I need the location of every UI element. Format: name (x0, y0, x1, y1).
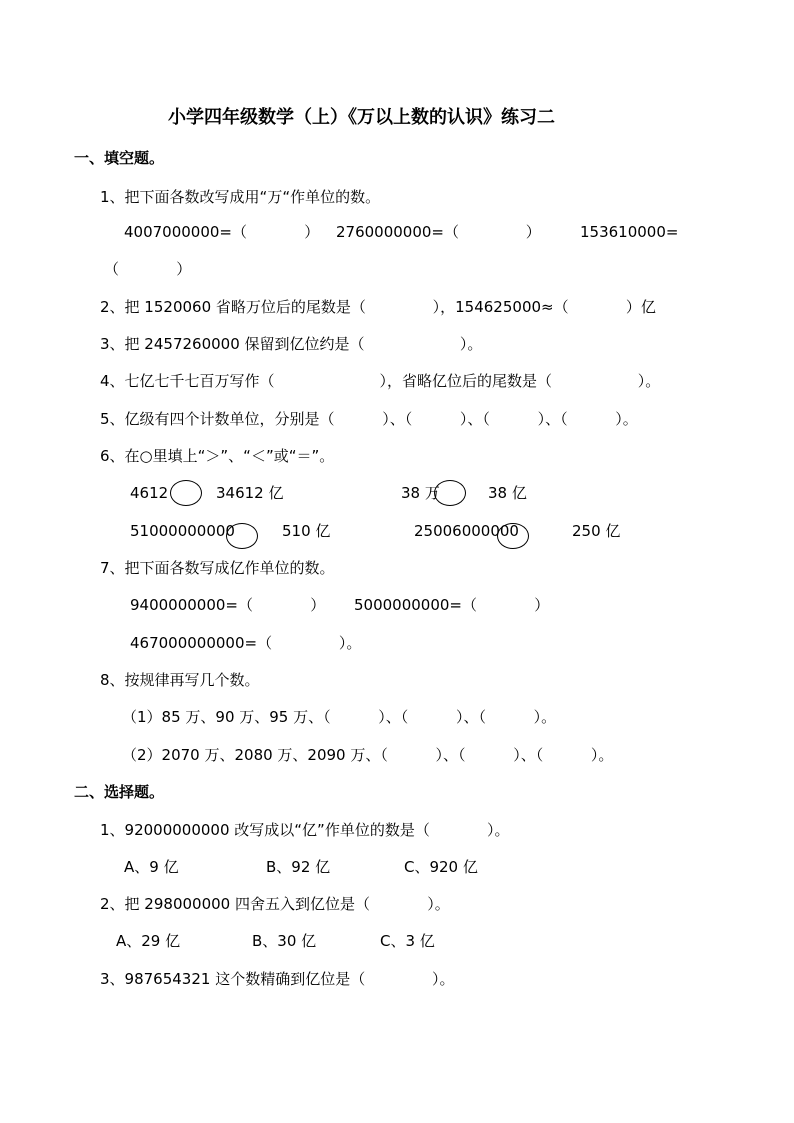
compare-3-right: 510 亿 (282, 522, 331, 540)
choice-question-2: 2、把 298000000 四舍五入到亿位是（ ）。 (100, 895, 450, 913)
compare-2-right: 38 亿 (488, 484, 527, 502)
compare-2-left: 38 万 (401, 484, 440, 502)
question-7-text: 7、把下面各数写成亿作单位的数。 (100, 559, 335, 577)
compare-4-right: 250 亿 (572, 522, 621, 540)
choice-1-option-c: C、920 亿 (404, 858, 478, 876)
choice-question-1: 1、92000000000 改写成以“亿”作单位的数是（ ）。 (100, 821, 510, 839)
question-1b: 2760000000=（ ） (336, 223, 541, 241)
question-7a: 9400000000=（ ） (130, 596, 326, 614)
compare-circle-3[interactable] (226, 523, 258, 549)
question-7b: 5000000000=（ ） (354, 596, 550, 614)
choice-2-option-a: A、29 亿 (116, 932, 181, 950)
question-4: 4、七亿七千七百万写作（ ），省略亿位后的尾数是（ ）。 (100, 372, 661, 390)
compare-4-left: 25006000000 (414, 522, 519, 540)
question-2: 2、把 1520060 省略万位后的尾数是（ ），154625000≈（ ）亿 (100, 298, 656, 316)
question-6-text: 6、在○里填上“＞”、“＜”或“＝”。 (100, 447, 335, 465)
question-5: 5、亿级有四个计数单位，分别是（ ）、（ ）、（ ）、（ ）。 (100, 410, 638, 428)
choice-1-option-b: B、92 亿 (266, 858, 331, 876)
compare-circle-1[interactable] (170, 480, 202, 506)
question-7c: 467000000000=（ ）。 (130, 634, 362, 652)
page-title: 小学四年级数学（上）《万以上数的认识》练习二 (168, 107, 555, 128)
section-heading-multiple-choice: 二、选择题。 (74, 783, 165, 801)
compare-3-left: 51000000000 (130, 522, 235, 540)
question-1c: 153610000= (580, 223, 679, 241)
choice-2-option-c: C、3 亿 (380, 932, 435, 950)
question-1-text: 1、把下面各数改写成用“万“作单位的数。 (100, 188, 381, 206)
choice-1-option-a: A、9 亿 (124, 858, 179, 876)
question-8-sub-2: （2）2070 万、2080 万、2090 万、（ ）、（ ）、（ ）。 (122, 746, 614, 764)
question-1c-answer: （ ） (104, 260, 192, 278)
compare-1-right: 34612 亿 (216, 484, 284, 502)
question-8-text: 8、按规律再写几个数。 (100, 671, 260, 689)
section-heading-fill-in: 一、填空题。 (74, 149, 165, 167)
choice-2-option-b: B、30 亿 (252, 932, 317, 950)
compare-circle-2[interactable] (434, 480, 466, 506)
compare-circle-4[interactable] (497, 523, 529, 549)
question-8-sub-1: （1）85 万、90 万、95 万、（ ）、（ ）、（ ）。 (122, 708, 557, 726)
choice-question-3: 3、987654321 这个数精确到亿位是（ ）。 (100, 970, 455, 988)
compare-1-left: 4612 (130, 484, 169, 502)
question-1a: 4007000000=（ ） (124, 223, 320, 241)
question-3: 3、把 2457260000 保留到亿位约是（ ）。 (100, 335, 483, 353)
